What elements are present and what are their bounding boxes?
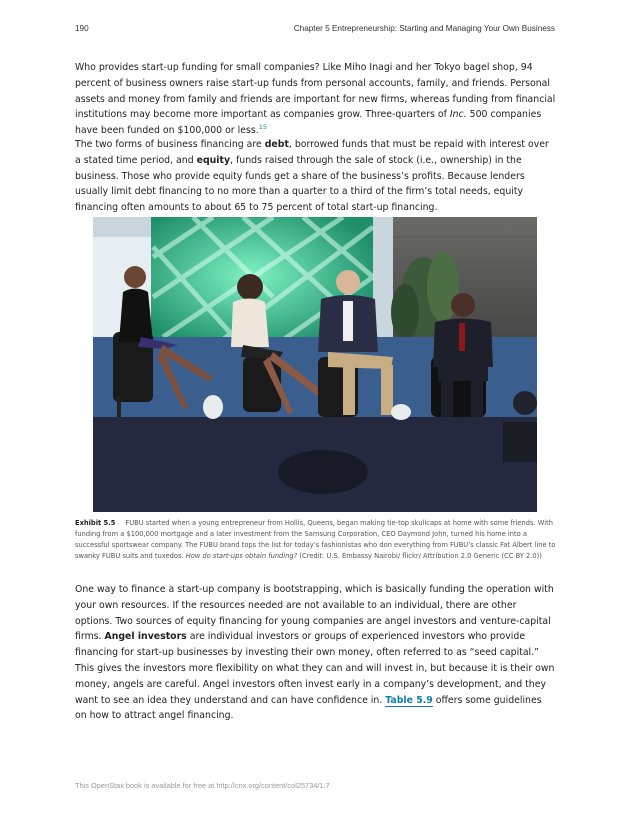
chapter-title: Chapter 5 Entrepreneurship: Starting and Managing Your Own Business — [293, 24, 555, 33]
paragraph-debt-equity: The two forms of business financing are debt, borrowed funds that must be repaid with interest over a stated time period, and equity, funds raised through the sale of stock (i.e., ownership) in the business. Those who provide equity funds get a share of the business’s profits. Because lenders usually limit debt financing to no more than a quarter to a third of the firm’s total needs, equity financing often amounts to about 65 to 75 percent of total start-up financing. — [75, 139, 549, 214]
paragraph-bootstrapping: One way to finance a start-up company is bootstrapping, which is basically funding the operation with your own resources. If the resources needed are not available to an individual, there are other options. Two sources of equity financing for young companies are angel investors and venture-capital firms. Angel investors are individual investors or groups of experienced investors who provide financing for start-up businesses by investing their own money, often referred to as “seed capital.” This gives the investors more flexibility on what they can and will invest in, but because it is their own money, angels are careful. Angel investors often invest early in a company’s development, and they want to see an idea they understand and can have confidence in. Table 5.9 offers some guidelines on how to attract angel financing. — [75, 584, 555, 722]
photo-credit: (Credit: U.S. Embassy Nairobi/ flickr/ Attribution 2.0 Generic (CC BY 2.0)) — [297, 552, 542, 560]
table-5-9-link[interactable]: Table 5.9 — [385, 694, 433, 706]
inc-italic: Inc. — [449, 109, 467, 121]
page-footer: This OpenStax book is available for free at http://cnx.org/content/col25734/1.7 — [75, 781, 330, 790]
panel-photo-illustration — [93, 217, 537, 512]
page-number: 190 — [75, 24, 89, 33]
paragraph-startup-funding: Who provides start-up funding for small companies? Like Miho Inagi and her Tokyo bagel shop, 94 percent of business owners raise start-up funds from personal accounts, family, and friends. Personal assets and money from family and friends are important for new firms, whereas funding from financial institutions may become more important as companies grow. Three-quarters of Inc. 500 companies have been funded on $100,000 or less.$^{15}$ — [75, 62, 556, 137]
footnote-ref[interactable]: 15 — [258, 123, 267, 132]
exhibit-label: Exhibit 5.5 — [75, 519, 116, 527]
term-debt: debt — [264, 139, 289, 150]
caption-question: How do start-ups obtain funding? — [185, 552, 298, 560]
exhibit-photo — [93, 217, 537, 512]
term-equity: equity — [196, 154, 231, 166]
exhibit-caption: Exhibit 5.5 FUBU started when a young entrepreneur from Hollis, Queens, began making tie-top skullcaps at home with some friends. With funding from a $100,000 mortgage and a later investment from the Samsung Corporation, CEO Daymond John, turned his home into a successful sportswear company. The FUBU brand tops the list for today’s fashionistas who don everything from FUBU’s classic Fat Albert line to swanky FUBU suits and tuxedos. How do start-ups obtain funding? (Credit: U.S. Embassy Nairobi/ flickr/ Attribution 2.0 Generic (CC BY 2.0)) — [75, 519, 556, 560]
term-angel-investors: Angel investors — [104, 631, 187, 643]
